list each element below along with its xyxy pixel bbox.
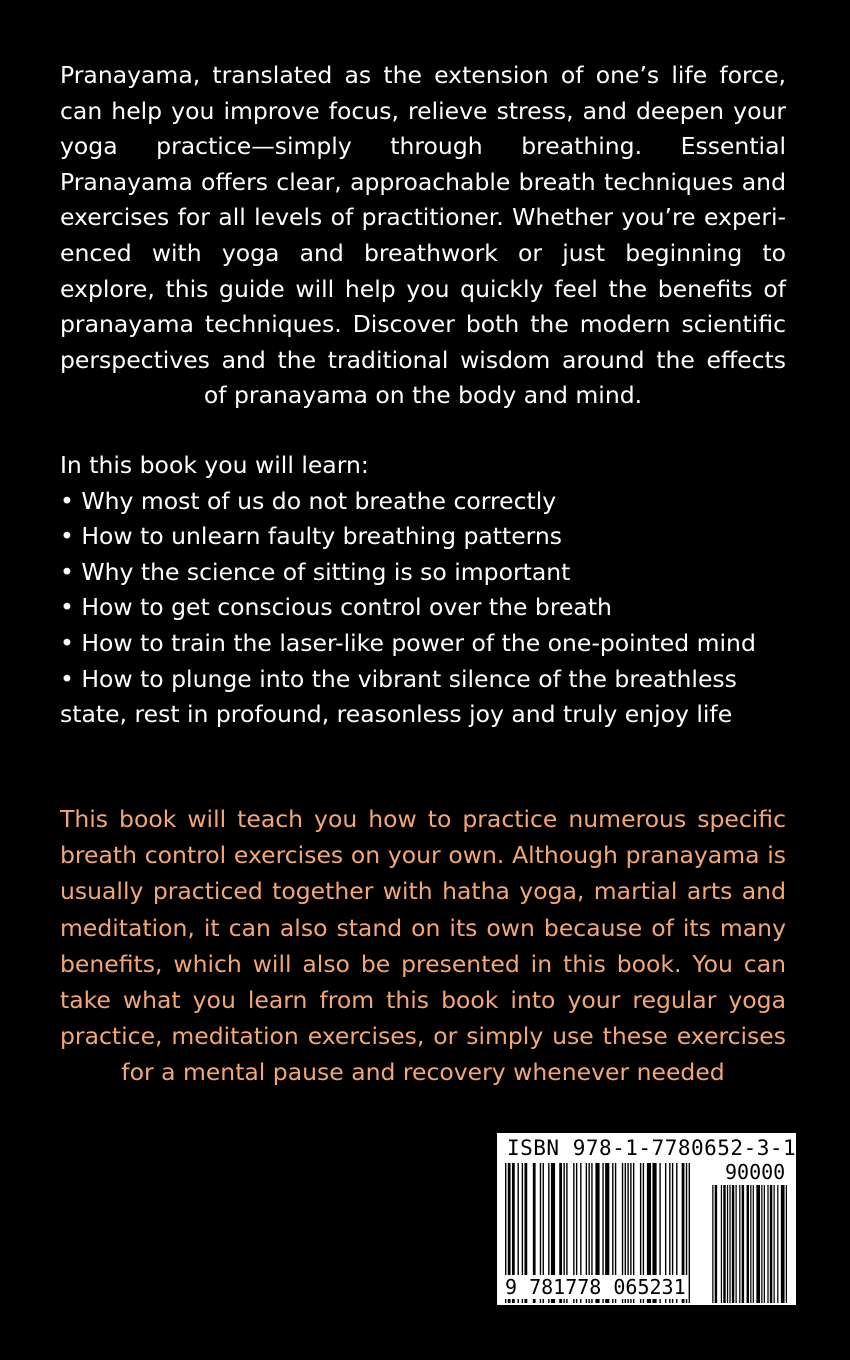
price-code: 90000	[725, 1160, 786, 1184]
barcode-bar	[767, 1185, 768, 1303]
learn-item: • How to plunge into the vibrant silence of the breathless state, rest in profound, reasonless joy and truly enjoy life	[60, 662, 800, 733]
barcode-bar	[715, 1185, 717, 1303]
learn-item: • How to unlearn faulty breathing patterns	[60, 519, 800, 555]
barcode-bar	[712, 1185, 713, 1303]
barcode-bar	[770, 1185, 772, 1303]
learn-heading: In this book you will learn:	[60, 451, 369, 479]
ean-digits: 9 781778 065231	[505, 1275, 686, 1299]
learn-section	[60, 448, 800, 733]
barcode-bar	[756, 1185, 760, 1303]
barcode-bar	[747, 1185, 749, 1303]
barcode-bar	[739, 1185, 740, 1303]
learn-list	[60, 484, 800, 733]
isbn-label: ISBN 978-1-7780652-3-1	[507, 1136, 797, 1160]
intro-paragraph: Pranayama, translated as the extension of one’s life force, can help you improve focus, relieve stress, and deepen your yoga practice—simply through breathing. Essential Pranayama offers clear, approachable breath techniques and exercises for all levels of practitioner. Whether you’re experienced with yoga and breathwork or just beginning to explore, this guide will help you quickly feel the benefits of pranayama techniques. Discover both the modern scientific perspectives and the traditional wisdom around the effects of pranayama on the body and mind.	[60, 61, 786, 410]
barcode-bar	[774, 1185, 775, 1303]
learn-item: • How to train the laser-like power of the one-pointed mind	[60, 626, 800, 662]
learn-item: • How to get conscious control over the breath	[60, 590, 800, 626]
promo-paragraph: This book will teach you how to practice numerous specific breath control exercises on your own. Although pranayama is usually practiced together with hatha yoga, martial arts and meditation, it can also stand on its own because of its many benefits, which will also be presented in this book. You can take what you learn from this book into your regular yoga practice, meditation exercises, or simply use these exercises for a mental pause and recovery whenever needed	[60, 805, 786, 1087]
learn-item: • Why most of us do not breathe correctly	[60, 484, 800, 520]
barcode-bar	[777, 1185, 778, 1303]
barcode-bar	[689, 1163, 690, 1303]
barcode-bar	[750, 1185, 751, 1303]
barcode-bar	[753, 1185, 754, 1303]
barcode-bar	[723, 1185, 725, 1303]
barcode-bar	[781, 1185, 785, 1303]
barcode-bar	[761, 1185, 762, 1303]
barcode-bar	[727, 1185, 728, 1303]
barcode-bar	[742, 1185, 744, 1303]
barcode-bar	[732, 1185, 734, 1303]
barcode-bar	[729, 1185, 730, 1303]
barcode-bar	[721, 1185, 722, 1303]
barcode-bar	[764, 1185, 765, 1303]
barcode-bar	[786, 1185, 787, 1303]
learn-item: • Why the science of sitting is so important	[60, 555, 800, 591]
barcode-bar	[736, 1185, 737, 1303]
isbn-barcode	[497, 1133, 796, 1305]
price-addon-bars	[711, 1185, 787, 1303]
